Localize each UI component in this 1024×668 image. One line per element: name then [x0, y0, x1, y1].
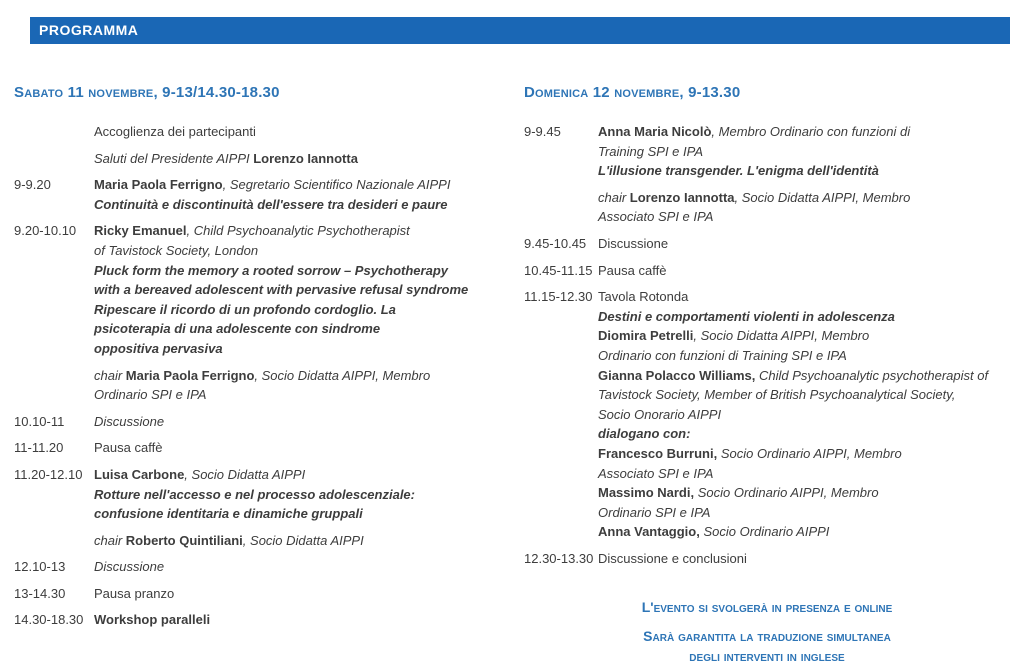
- text-line: [94, 412, 520, 432]
- text-segment: Anna Vantaggio,: [598, 524, 700, 540]
- text-segment: Ripescare il ricordo di un profondo cordoglio. La: [94, 301, 396, 317]
- schedule-entry: [524, 261, 1010, 288]
- text-segment: Socio Ordinario AIPPI, Membro: [694, 485, 879, 501]
- text-line: [94, 319, 520, 339]
- text-segment: Discussione: [94, 559, 165, 575]
- text-line: [598, 346, 1010, 366]
- entry-paragraph: [94, 465, 520, 524]
- text-segment: Socio Ordinario AIPPI, Membro: [717, 445, 902, 461]
- text-segment: , Membro Ordinario con funzioni di: [711, 124, 911, 139]
- entry-time: 11-11.20: [14, 440, 64, 456]
- text-segment: Workshop paralleli: [94, 612, 211, 628]
- text-segment: Child Psychoanalytic psychotherapist of: [755, 367, 989, 383]
- text-segment: Diomira Petrelli: [598, 328, 694, 344]
- text-segment: Tavistock Society, Member of British Psychoanalytical Society,: [598, 387, 956, 403]
- text-segment: L'illusione transgender. L'enigma dell'identità: [598, 163, 879, 179]
- text-segment: Ordinario SPI e IPA: [598, 504, 711, 520]
- text-line: [598, 307, 1010, 327]
- text-segment: Destini e comportamenti violenti in adolescenza: [598, 308, 895, 324]
- page-title: PROGRAMMA: [39, 22, 139, 38]
- entry-content: [94, 584, 520, 611]
- entry-paragraph: [598, 122, 1010, 181]
- entry-time: 11.15-12.30: [524, 289, 593, 305]
- text-segment: Training SPI e IPA: [598, 143, 704, 159]
- entry-time: 9.20-10.10: [14, 223, 77, 239]
- text-line: [598, 234, 1010, 254]
- text-segment: Socio Ordinario AIPPI: [699, 524, 830, 540]
- text-segment: , Socio Didatta AIPPI: [242, 532, 364, 548]
- text-line: [598, 142, 1010, 162]
- text-line: [94, 557, 520, 577]
- text-segment: Associato SPI e IPA: [598, 209, 714, 225]
- entry-time: 10.45-11.15: [524, 262, 593, 278]
- schedule-entry: [524, 234, 1010, 261]
- entry-content: [94, 465, 520, 557]
- entry-content: [94, 438, 520, 465]
- text-segment: psicoterapia di una adolescente con sindrome: [94, 321, 381, 337]
- text-segment: Lorenzo Iannotta: [249, 150, 358, 166]
- text-segment: Pausa pranzo: [94, 585, 175, 601]
- entry-time: 13-14.30: [14, 585, 66, 601]
- text-segment: Pausa caffè: [598, 262, 667, 278]
- text-segment: Ordinario SPI e IPA: [94, 387, 207, 403]
- text-line: [94, 122, 520, 142]
- note-presence-online: [524, 597, 1010, 617]
- text-segment: Accoglienza dei partecipanti: [94, 124, 256, 139]
- text-segment: chair: [94, 532, 126, 548]
- schedule-entry: [524, 122, 1010, 234]
- sunday-entries: [524, 122, 1010, 575]
- text-line: [94, 465, 520, 485]
- text-segment: chair: [598, 189, 630, 205]
- day-column-saturday: [14, 84, 520, 668]
- text-segment: Tavola Rotonda: [598, 289, 689, 305]
- text-segment: Discussione e conclusioni: [598, 550, 747, 566]
- program-columns: [14, 84, 1010, 668]
- note-translation: [524, 626, 1010, 666]
- text-segment: confusione identitaria e dinamiche gruppali: [94, 506, 363, 522]
- entry-paragraph: [94, 122, 520, 142]
- text-line: [94, 584, 520, 604]
- text-line: [598, 207, 1010, 227]
- day-title-sunday: Domenica 12 novembre, 9-13.30: [524, 84, 741, 101]
- text-segment: dialogano con:: [598, 426, 691, 442]
- text-line: [598, 522, 1010, 542]
- entry-content: [598, 234, 1010, 261]
- entry-content: [94, 175, 520, 221]
- text-line: [94, 195, 520, 215]
- text-segment: Ricky Emanuel: [94, 223, 187, 239]
- text-line: [94, 610, 520, 630]
- text-segment: Pluck form the memory a rooted sorrow – Psychotherapy: [94, 262, 448, 278]
- entry-time: 10.10-11: [14, 413, 65, 429]
- entry-content: [94, 122, 520, 149]
- text-segment: , Segretario Scientifico Nazionale AIPPI: [222, 177, 451, 193]
- text-segment: , Socio Didatta AIPPI, Membro: [734, 189, 911, 205]
- entry-paragraph: [94, 531, 520, 551]
- text-segment: , Socio Didatta AIPPI, Membro: [254, 367, 431, 383]
- text-line: [598, 444, 1010, 464]
- text-line: [598, 549, 1010, 569]
- entry-paragraph: [598, 287, 1010, 542]
- schedule-entry: [14, 122, 520, 149]
- text-line: [598, 405, 1010, 425]
- text-line: [94, 504, 520, 524]
- entry-time: 12.10-13: [14, 559, 66, 575]
- text-line: [94, 149, 520, 169]
- entry-time: [14, 149, 94, 176]
- note-line: L'evento si svolgerà in presenza e online: [641, 599, 893, 616]
- schedule-entry: [14, 438, 520, 465]
- text-segment: Discussione: [598, 235, 669, 251]
- schedule-entry: [524, 549, 1010, 576]
- schedule-entry: [524, 287, 1010, 549]
- day-title-saturday: Sabato 11 novembre, 9-13/14.30-18.30: [14, 84, 280, 101]
- text-segment: Associato SPI e IPA: [598, 465, 714, 481]
- day-column-sunday: [520, 84, 1010, 668]
- text-segment: Francesco Burruni,: [598, 445, 718, 461]
- schedule-entry: [14, 584, 520, 611]
- text-line: [94, 438, 520, 458]
- text-line: [598, 503, 1010, 523]
- text-line: [598, 483, 1010, 503]
- text-segment: Socio Onorario AIPPI: [598, 406, 722, 422]
- text-segment: , Socio Didatta AIPPI, Membro: [693, 328, 870, 344]
- text-line: [598, 366, 1010, 386]
- entry-paragraph: [94, 584, 520, 604]
- entry-paragraph: [94, 557, 520, 577]
- saturday-entries: [14, 122, 520, 637]
- entry-time: 12.30-13.30: [524, 550, 594, 566]
- entry-time: 9.45-10.45: [524, 235, 587, 251]
- text-segment: Luisa Carbone: [94, 466, 185, 482]
- text-segment: Rotture nell'accesso e nel processo adolescenziale:: [94, 486, 415, 502]
- entry-content: [94, 221, 520, 411]
- schedule-entry: [14, 412, 520, 439]
- schedule-entry: [14, 465, 520, 557]
- schedule-entry: [14, 149, 520, 176]
- schedule-entry: [14, 610, 520, 637]
- entry-content: [598, 287, 1010, 549]
- text-line: [598, 326, 1010, 346]
- entry-content: [598, 549, 1010, 576]
- text-line: [598, 424, 1010, 444]
- entry-paragraph: [94, 366, 520, 405]
- text-segment: Gianna Polacco Williams,: [598, 367, 756, 383]
- text-line: [598, 122, 1010, 142]
- text-line: [94, 221, 520, 241]
- text-segment: Anna Maria Nicolò: [598, 124, 712, 139]
- text-segment: Saluti del Presidente AIPPI: [94, 150, 250, 166]
- text-line: [94, 241, 520, 261]
- text-line: [94, 339, 520, 359]
- entry-paragraph: [94, 412, 520, 432]
- entry-paragraph: [598, 188, 1010, 227]
- entry-paragraph: [94, 610, 520, 630]
- text-line: [598, 385, 1010, 405]
- entry-content: [598, 261, 1010, 288]
- text-segment: Continuità e discontinuità dell'essere tra desideri e paure: [94, 196, 448, 212]
- entry-time: [14, 122, 94, 149]
- text-segment: , Socio Didatta AIPPI: [184, 466, 306, 482]
- text-segment: chair: [94, 367, 126, 383]
- entry-paragraph: [598, 261, 1010, 281]
- text-line: [94, 485, 520, 505]
- text-segment: Massimo Nardi,: [598, 485, 695, 501]
- text-segment: Pausa caffè: [94, 440, 163, 456]
- entry-time: 14.30-18.30: [14, 612, 84, 628]
- note-line: Sarà garantita la traduzione simultanea: [643, 628, 891, 645]
- text-segment: oppositiva pervasiva: [94, 340, 223, 356]
- entry-content: [94, 149, 520, 176]
- text-segment: Discussione: [94, 413, 165, 429]
- text-segment: Ordinario con funzioni di Training SPI e IPA: [598, 347, 847, 363]
- text-segment: Maria Paola Ferrigno: [94, 177, 223, 193]
- text-line: [94, 531, 520, 551]
- text-line: [598, 287, 1010, 307]
- text-line: [94, 261, 520, 281]
- text-segment: of Tavistock Society, London: [94, 242, 259, 258]
- schedule-entry: [14, 221, 520, 411]
- text-line: [598, 161, 1010, 181]
- text-segment: Lorenzo Iannotta: [629, 189, 735, 205]
- text-segment: Maria Paola Ferrigno: [125, 367, 255, 383]
- text-segment: Roberto Quintiliani: [125, 532, 243, 548]
- text-line: [94, 300, 520, 320]
- entry-time: 9-9.20: [14, 177, 51, 193]
- entry-time: 9-9.45: [524, 124, 561, 139]
- entry-paragraph: [94, 149, 520, 169]
- event-notes: [524, 597, 1010, 666]
- schedule-entry: [14, 557, 520, 584]
- entry-content: [598, 122, 1010, 234]
- entry-paragraph: [598, 549, 1010, 569]
- entry-paragraph: [598, 234, 1010, 254]
- text-line: [598, 188, 1010, 208]
- text-line: [94, 366, 520, 386]
- note-line: degli interventi in inglese: [689, 648, 845, 665]
- program-header-bar: [30, 17, 1010, 44]
- entry-content: [94, 412, 520, 439]
- entry-paragraph: [94, 175, 520, 214]
- text-segment: , Child Psychoanalytic Psychotherapist: [186, 223, 410, 239]
- entry-content: [94, 557, 520, 584]
- entry-time: 11.20-12.10: [14, 466, 83, 482]
- entry-content: [94, 610, 520, 637]
- text-line: [598, 464, 1010, 484]
- entry-paragraph: [94, 221, 520, 358]
- text-line: [94, 280, 520, 300]
- text-line: [94, 175, 520, 195]
- schedule-entry: [14, 175, 520, 221]
- text-segment: with a bereaved adolescent with pervasive refusal syndrome: [94, 282, 469, 298]
- text-line: [598, 261, 1010, 281]
- text-line: [94, 385, 520, 405]
- entry-paragraph: [94, 438, 520, 458]
